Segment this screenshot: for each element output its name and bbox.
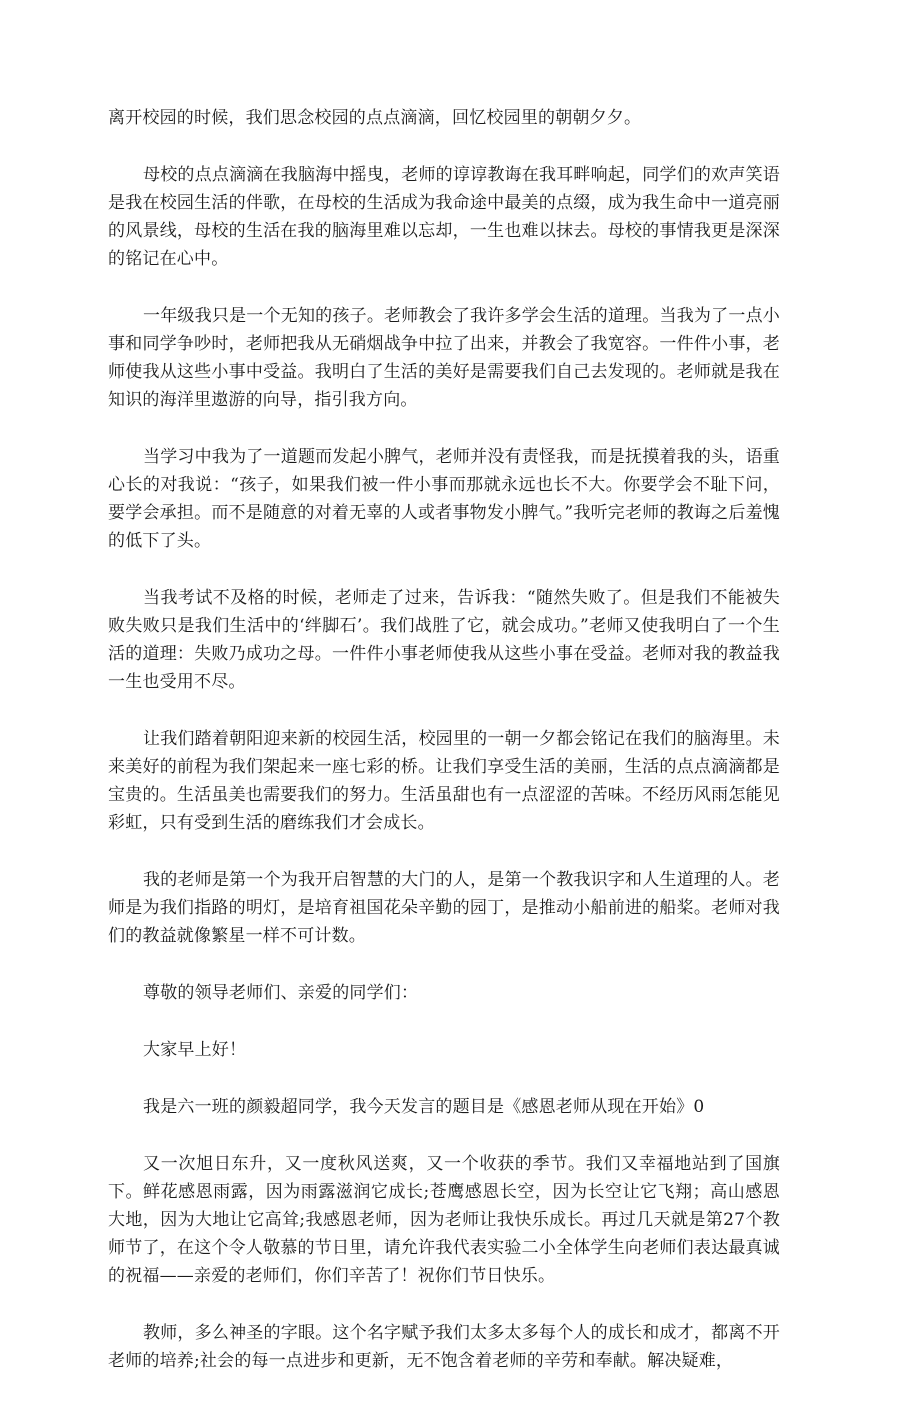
speech-intro: 我是六一班的颜毅超同学，我今天发言的题目是《感恩老师从现在开始》0 [143,1097,705,1117]
paragraph-6: 让我们踏着朝阳迎来新的校园生活，校园里的一朝一夕都会铭记在我们的脑海里。未来美好的前程为我们架起来一座七彩的桥。让我们享受生活的美丽，生活的点点滴滴都是宝贵的。生活虽美也需要我们的努力。生活虽甜也有一点涩涩的苦味。不经历风雨怎能见彩虹，只有受到生活的磨练我们才会成长。 [108,729,780,833]
paragraph-12: 教师，多么神圣的字眼。这个名字赋予我们太多太多每个人的成长和成才，都离不开老师的培养;社会的每一点进步和更新，无不饱含着老师的辛劳和奉献。解决疑难， [108,1323,780,1371]
greeting: 大家早上好！ [143,1040,247,1060]
paragraph-1: 离开校园的时候，我们思念校园的点点滴滴，回忆校园里的朝朝夕夕。 [108,108,642,128]
paragraph-4: 当学习中我为了一道题而发起小脾气，老师并没有责怪我，而是抚摸着我的头，语重心长的对我说：“孩子，如果我们被一件小事而那就永远也长不大。你要学会不耻下问，要学会承担。而不是随意的对着无辜的人或者事物发小脾气。”我听完老师的教诲之后羞愧的低下了头。 [108,447,780,551]
paragraph-7: 我的老师是第一个为我开启智慧的大门的人，是第一个教我识字和人生道理的人。老师是为我们指路的明灯，是培育祖国花朵辛勤的园丁，是推动小船前进的船桨。老师对我们的教益就像繁星一样不可计数。 [108,870,780,946]
document-body [108,104,780,1404]
paragraph-3: 一年级我只是一个无知的孩子。老师教会了我许多学会生活的道理。当我为了一点小事和同学争吵时，老师把我从无硝烟战争中拉了出来，并教会了我宽容。一件件小事，老师使我从这些小事中受益。我明白了生活的美好是需要我们自己去发现的。老师就是我在知识的海洋里遨游的向导，指引我方向。 [108,306,780,410]
salutation: 尊敬的领导老师们、亲爱的同学们： [143,983,419,1003]
paragraph-2: 母校的点点滴滴在我脑海中摇曳，老师的谆谆教诲在我耳畔响起，同学们的欢声笑语是我在校园生活的伴歌，在母校的生活成为我命途中最美的点缀，成为我生命中一道亮丽的风景线，母校的生活在我的脑海里难以忘却，一生也难以抹去。母校的事情我更是深深的铭记在心中。 [108,165,780,269]
paragraph-11: 又一次旭日东升，又一度秋风送爽，又一个收获的季节。我们又幸福地站到了国旗下。鲜花感恩雨露，因为雨露滋润它成长;苍鹰感恩长空，因为长空让它飞翔；高山感恩大地，因为大地让它高耸;我感恩老师，因为老师让我快乐成长。再过几天就是第27个教师节了，在这个令人敬慕的节日里，请允许我代表实验二小全体学生向老师们表达最真诚的祝福——亲爱的老师们，你们辛苦了！祝你们节日快乐。 [108,1154,780,1286]
paragraph-5: 当我考试不及格的时候，老师走了过来，告诉我：“随然失败了。但是我们不能被失败失败只是我们生活中的‘绊脚石’。我们战胜了它，就会成功。”老师又使我明白了一个生活的道理：失败乃成功之母。一件件小事老师使我从这些小事在受益。老师对我的教益我一生也受用不尽。 [108,588,780,692]
